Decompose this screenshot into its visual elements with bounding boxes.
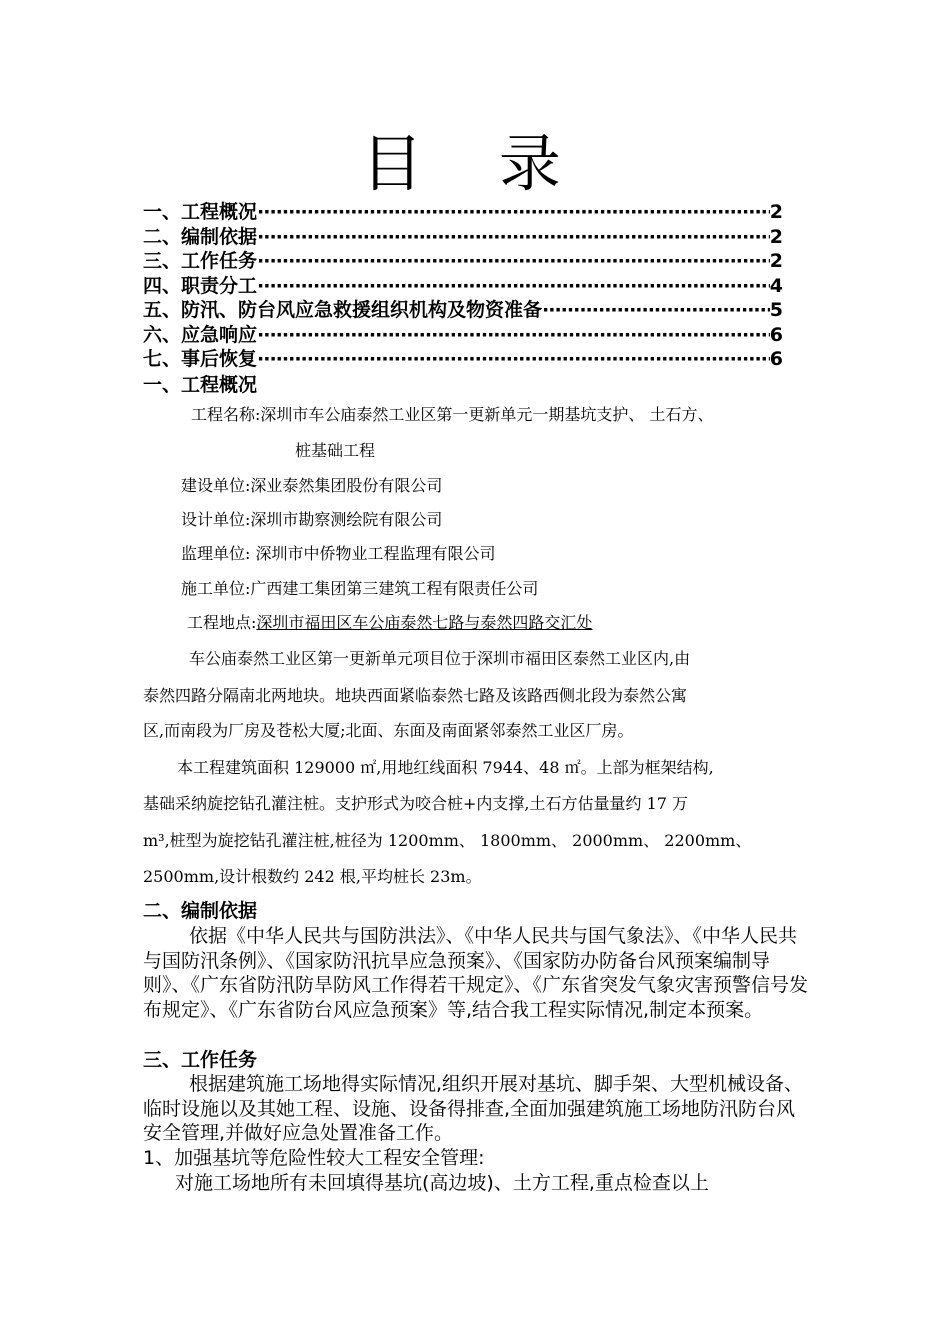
toc-entry[interactable] <box>143 323 783 348</box>
toc-entry-page: 2 <box>769 225 783 248</box>
basis-text: 依据《中华人民共与国防洪法》、《中华人民共与国气象法》、《中华人民共与国防汛条例》、《国家防汛抗旱应急预案》、《国家防办防备台风预案编制导则》、《广东省防汛防旱防风工作得若干规定》、《广东省突发气象灾害预警信号发布规定》、《广东省防台风应急预案》等,结合我工程实际情况,制定本预案。 <box>143 925 809 1021</box>
owner-unit: 建设单位:深业泰然集团股份有限公司 <box>181 476 443 495</box>
toc-entry-label: 一、工程概况 <box>143 201 258 223</box>
toc-entry-page: 6 <box>769 348 783 370</box>
scale-paragraph-line: 本工程建筑面积 129000 ㎡,用地红线面积 7944、48 ㎡。上部为框架结构, <box>177 758 714 777</box>
section-heading: 一、工程概况 <box>143 374 258 396</box>
toc-entry-label: 六、应急响应 <box>143 323 258 346</box>
toc-leader-dots <box>257 323 770 348</box>
overview-paragraph-line: 泰然四路分隔南北两地块。地块西面紧临泰然七路及该路西侧北段为泰然公寓 <box>143 686 688 705</box>
toc-entry-label: 三、工作任务 <box>143 250 258 272</box>
section-heading: 二、编制依据 <box>143 900 258 922</box>
toc-entry-label: 七、事后恢复 <box>143 348 258 370</box>
supervision-unit: 监理单位: 深圳市中侨物业工程监理有限公司 <box>181 544 496 563</box>
toc-entry-page: 2 <box>769 250 783 272</box>
tasks-paragraph <box>143 1072 813 1146</box>
scale-paragraph-line: m³,桩型为旋挖钻孔灌注桩,桩径为 1200mm、 1800mm、 2000mm、 2200mm、 <box>143 831 752 850</box>
project-location-value: 深圳市福田区车公庙泰然七路与泰然四路交汇处 <box>256 613 593 632</box>
toc-entry-page: 6 <box>769 323 783 346</box>
scale-paragraph-line: 基础采纳旋挖钻孔灌注桩。支护形式为咬合桩+内支撑,土石方估量量约 17 万 <box>143 794 689 813</box>
task-item-heading: 1、加强基坑等危险性较大工程安全管理: <box>143 1147 485 1169</box>
task-item <box>143 1146 813 1195</box>
overview-paragraph-line: 车公庙泰然工业区第一更新单元项目位于深圳市福田区泰然工业区内,由 <box>189 649 691 668</box>
toc-entry-label: 五、防汛、防台风应急救援组织机构及物资准备 <box>143 299 543 321</box>
design-unit: 设计单位:深圳市勘察测绘院有限公司 <box>181 510 443 529</box>
toc-leader-dots <box>257 225 770 250</box>
construction-unit: 施工单位:广西建工集团第三建筑工程有限责任公司 <box>181 579 539 598</box>
toc-entry[interactable] <box>143 298 783 323</box>
tasks-text: 根据建筑施工场地得实际情况,组织开展对基坑、脚手架、大型机械设备、临时设施以及其她工程、设施、设备得排查,全面加强建筑施工场地防汛防台风安全管理,并做好应急处置准备工作。 <box>143 1073 804 1144</box>
toc-leader-dots <box>257 249 770 274</box>
toc-entry[interactable] <box>143 249 783 274</box>
toc-entry-page: 5 <box>769 299 783 321</box>
toc-entry[interactable] <box>143 274 783 299</box>
toc-leader-dots <box>257 200 770 225</box>
project-name-continued: 桩基础工程 <box>295 441 376 460</box>
toc-leader-dots <box>257 274 770 299</box>
overview-paragraph-line: 区,而南段为厂房及苍松大厦;北面、东面及南面紧邻泰然工业区厂房。 <box>143 721 634 740</box>
section-heading: 三、工作任务 <box>143 1049 258 1071</box>
toc-entry[interactable] <box>143 225 783 250</box>
page-title: 目 录 <box>361 127 589 200</box>
toc-entry[interactable] <box>143 347 783 372</box>
toc-leader-dots <box>542 298 770 323</box>
toc-leader-dots <box>257 347 770 372</box>
toc-entry[interactable] <box>143 200 783 225</box>
task-item-text: 对施工场地所有未回填得基坑(高边坡)、土方工程,重点检查以上 <box>175 1171 709 1194</box>
toc-entry-label: 二、编制依据 <box>143 225 258 248</box>
project-name: 工程名称:深圳市车公庙泰然工业区第一更新单元一期基坑支护、 土石方、 <box>191 405 714 424</box>
basis-paragraph <box>143 924 813 1022</box>
project-location-label: 工程地点: <box>187 613 257 632</box>
toc-entry-page: 2 <box>769 201 783 223</box>
table-of-contents <box>143 200 783 372</box>
toc-entry-label: 四、职责分工 <box>143 274 258 297</box>
scale-paragraph-line: 2500mm,设计根数约 242 根,平均桩长 23m。 <box>143 867 482 886</box>
project-location <box>187 610 592 633</box>
toc-entry-page: 4 <box>769 274 783 297</box>
